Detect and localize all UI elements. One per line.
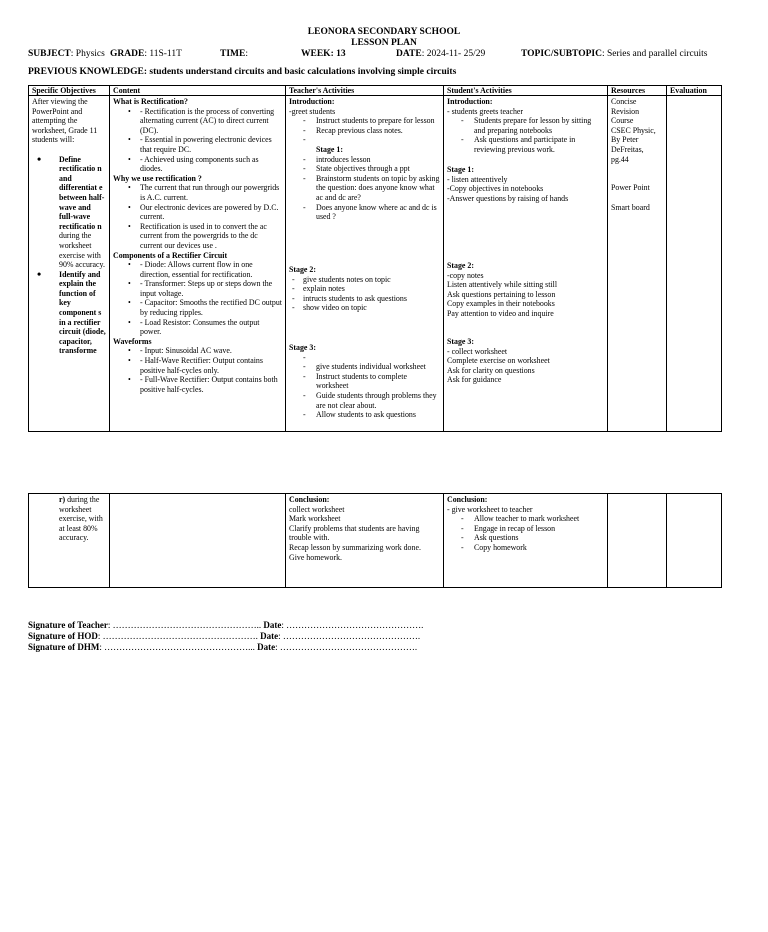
time-label: TIME xyxy=(220,49,246,59)
table-row xyxy=(29,494,722,588)
content-heading: Components of a Rectifier Circuit xyxy=(113,250,228,260)
list-item: - Instruct students to complete worksheet xyxy=(289,372,440,391)
list-item: - Allow teacher to mark worksheet xyxy=(447,514,604,524)
list-item: - explain notes xyxy=(289,284,440,294)
header-evaluation: Evaluation xyxy=(667,86,722,96)
objectives-cell-continued xyxy=(29,494,110,588)
list-item: - Recap previous class notes. xyxy=(289,126,440,136)
teacher-conclusion-label: Conclusion xyxy=(289,495,327,504)
student-stage2-line: Copy examples in their notebooks xyxy=(447,299,555,309)
resource-powerpoint: Power Point xyxy=(611,183,650,193)
list-item: • - Essential in powering electronic devices that require DC. xyxy=(113,135,282,154)
resource-line: Revision xyxy=(611,106,640,116)
header-teacher: Teacher's Activities xyxy=(286,86,444,96)
list-item: - Does anyone know where ac and dc is used ? xyxy=(289,203,440,222)
signature-hod xyxy=(28,631,420,641)
date-label: Date xyxy=(257,642,276,652)
list-item: • - Diode: Allows current flow in one direction, essential for rectification. xyxy=(113,260,282,279)
teacher-stage3-label: Stage 3 xyxy=(289,343,314,352)
list-item: - intructs students to ask questions xyxy=(289,294,440,304)
signature-line: : ……………………………………………. xyxy=(97,631,258,641)
topic-label: TOPIC/SUBTOPIC xyxy=(521,49,602,59)
content-heading: Waveforms xyxy=(113,336,152,346)
lesson-plan-table xyxy=(28,85,722,432)
list-item: - give students notes on topic xyxy=(289,275,440,285)
objective-2-rest: during the worksheet exercise, with at least 80% accuracy. xyxy=(59,495,103,543)
list-item: • The current that run through our powergrids is A.C. current. xyxy=(113,183,282,202)
previous-knowledge-value: : students understand circuits and basic calculations involving simple circuits xyxy=(143,67,457,77)
student-stage2-label: Stage 2 xyxy=(447,261,472,270)
teacher-conclusion-line: Clarify problems that students are having trouble with. xyxy=(289,523,420,543)
lesson-plan-table-continued xyxy=(28,493,722,588)
teacher-intro-label: Introduction xyxy=(289,97,332,106)
resource-line: DeFreitas, xyxy=(611,144,644,154)
list-item: • - Achieved using components such as diodes. xyxy=(113,155,282,174)
header-resources: Resources xyxy=(608,86,667,96)
evaluation-cell xyxy=(667,96,722,432)
list-item: - Ask questions xyxy=(447,533,604,543)
student-stage3-line: Ask for clarity on questions xyxy=(447,365,535,375)
list-item: - Copy homework xyxy=(447,543,604,553)
resource-line: By Peter xyxy=(611,135,639,145)
student-stage1-label: Stage 1 xyxy=(447,165,472,174)
teacher-activities-cell: Introduction: -greet students - Instruct students to prepare for lesson - Recap previous class notes. - Stage 1: - introduces lesson - State objectives through a ppt - Brainstorm students on topic by asking the question: does anyone know what ac and dc are? - Does anyone know where ac and dc is used ? Stage 2: - give students notes on topic - explain notes - intructs students to ask questions - show video on topic Stage 3: - - give students individual worksheet - Instruct students to complete worksheet - Guide students through problems they are not clear about. - Allow students to ask questions xyxy=(286,96,444,432)
resource-line: Concise xyxy=(611,97,637,106)
header-student: Student's Activities xyxy=(444,86,608,96)
student-stage2-line: Ask questions pertaining to lesson xyxy=(447,289,556,299)
teacher-conclusion-line: Mark worksheet xyxy=(289,514,341,524)
teacher-conclusion-line: collect worksheet xyxy=(289,504,345,514)
list-item: - give students individual worksheet xyxy=(289,362,440,372)
content-cell xyxy=(110,96,286,432)
table-header-row xyxy=(29,86,722,96)
objective-item xyxy=(32,270,106,356)
student-conclusion-first: - give worksheet to teacher xyxy=(447,504,533,514)
student-activities-cell: Introduction: - students greets teacher - Students prepare for lesson by sitting and preparing notebooks - Ask questions and participate in reviewing previous work. Stage 1: - listen atteentively -Copy objectives in notebooks -Answer questions by raising of hands Stage 2: -copy notes Listen attentively while sitting still Ask questions pertaining to lesson Copy examples in their notebooks Pay attention to video and inquire Stage 3: - collect worksheet Complete exercise on worksheet Ask for clarity on questions Ask for guidance xyxy=(444,96,608,432)
content-cell-continued xyxy=(110,494,286,588)
signature-label: Signature of DHM xyxy=(28,642,100,652)
student-stage1-line: -Copy objectives in notebooks xyxy=(447,184,544,194)
time-value: : xyxy=(245,49,248,59)
teacher-conclusion-cell: Conclusion: collect worksheet Mark worksheet Clarify problems that students are having trouble with. Recap lesson by summarizing work done. Give homework. xyxy=(286,494,444,588)
signature-teacher xyxy=(28,620,423,630)
signature-line: : …………………………………………... xyxy=(99,642,255,652)
student-stage2-line: Pay attention to video and inquire xyxy=(447,308,554,318)
student-intro-first: - students greets teacher xyxy=(447,106,524,116)
student-stage3-line: Complete exercise on worksheet xyxy=(447,356,550,366)
list-item: • Our electronic devices are powered by D.C. current. xyxy=(113,203,282,222)
grade-value: : 11S-11T xyxy=(144,49,182,59)
student-stage1-line: - listen atteentively xyxy=(447,174,508,184)
signature-label: Signature of Teacher xyxy=(28,620,108,630)
week-value: : 13 xyxy=(330,49,346,59)
content-heading: Why we use rectification ? xyxy=(113,173,202,183)
student-conclusion-cell: Conclusion: - give worksheet to teacher - Allow teacher to mark worksheet - Engage in recap of lesson - Ask questions - Copy homework xyxy=(444,494,608,588)
list-item: - Ask questions and participate in reviewing previous work. xyxy=(447,135,604,154)
objective-1-bold: Define rectificatio n and differentiat e between half-wave and full-wave rectificatio n xyxy=(59,154,105,231)
objectives-cell xyxy=(29,96,110,432)
list-item: - Instruct students to prepare for lesson xyxy=(289,116,440,126)
signature-line: : ………………………………………….. xyxy=(107,620,262,630)
list-item: • Rectification is used in to convert the ac current from the powergrids to the dc current our devices use . xyxy=(113,222,282,251)
header-content: Content xyxy=(110,86,286,96)
previous-knowledge-label: PREVIOUS KNOWLEDGE xyxy=(28,67,144,77)
list-item xyxy=(289,135,440,145)
date-label: Date xyxy=(260,631,279,641)
resources-cell-continued xyxy=(608,494,667,588)
resource-line: pg.44 xyxy=(611,154,629,164)
student-stage2-line: -copy notes xyxy=(447,270,484,280)
student-conclusion-label: Conclusion xyxy=(447,495,485,504)
list-item: • - Rectification is the process of converting alternating current (AC) to direct current (DC). xyxy=(113,107,282,136)
student-stage3-line: - collect worksheet xyxy=(447,346,508,356)
list-item: - Allow students to ask questions xyxy=(289,410,440,420)
doc-title: LESSON PLAN xyxy=(351,38,417,48)
objective-1-rest: during the worksheet exercise with 90% accuracy. xyxy=(59,231,105,270)
date-label: DATE xyxy=(396,49,422,59)
teacher-stage2-label: Stage 2 xyxy=(289,265,314,274)
student-stage2-line: Listen attentively while sitting still xyxy=(447,280,558,290)
list-item: • - Half-Wave Rectifier: Output contains positive half-cycles only. xyxy=(113,356,282,375)
list-item: - Engage in recap of lesson xyxy=(447,524,604,534)
objectives-intro: After viewing the PowerPoint and attempting the worksheet, Grade 11 students will: xyxy=(32,97,98,145)
resource-smartboard: Smart board xyxy=(611,202,650,212)
objective-item xyxy=(32,155,106,270)
previous-knowledge xyxy=(28,67,456,77)
week-label: WEEK xyxy=(301,49,331,59)
resource-line: CSEC Physic, xyxy=(611,125,656,135)
student-stage1-line: -Answer questions by raising of hands xyxy=(447,193,569,203)
date-value: : 2024-11- 25/29 xyxy=(421,49,486,59)
date-line: : ………………………………………. xyxy=(281,620,424,630)
signature-dhm xyxy=(28,642,417,652)
topic-value: : Series and parallel circuits xyxy=(601,49,708,59)
student-stage3-line: Ask for guidance xyxy=(447,375,502,385)
school-name: LEONORA SECONDARY SCHOOL xyxy=(307,27,461,37)
teacher-conclusion-line: Give homework. xyxy=(289,552,343,562)
teacher-stage1-label: Stage 1 xyxy=(316,144,341,154)
header-objectives: Specific Objectives xyxy=(29,86,110,96)
list-item: • - Transformer: Steps up or steps down the input voltage. xyxy=(113,279,282,298)
teacher-conclusion-line: Recap lesson by summarizing work done. xyxy=(289,542,421,552)
evaluation-cell-continued xyxy=(667,494,722,588)
list-item: • - Load Resistor: Consumes the output power. xyxy=(113,318,282,337)
date-line: : ………………………………………. xyxy=(275,642,418,652)
teacher-intro-first: -greet students xyxy=(289,106,336,116)
list-item: • - Full-Wave Rectifier: Output contains both positive half-cycles. xyxy=(113,375,282,394)
student-intro-label: Introduction xyxy=(447,97,490,106)
table-row xyxy=(29,96,722,432)
student-stage3-label: Stage 3 xyxy=(447,337,472,346)
grade-label: GRADE xyxy=(110,49,145,59)
list-item: - introduces lesson xyxy=(289,155,440,165)
list-item: - Students prepare for lesson by sitting and preparing notebooks xyxy=(447,116,604,135)
signature-label: Signature of HOD xyxy=(28,631,98,641)
list-item: - Guide students through problems they are not clear about. xyxy=(289,391,440,410)
list-item: - Brainstorm students on topic by asking the question: does anyone know what ac and dc are? xyxy=(289,174,440,203)
list-item: - State objectives through a ppt xyxy=(289,164,440,174)
list-item: - show video on topic xyxy=(289,303,440,313)
subject-label: SUBJECT xyxy=(28,49,71,59)
resources-cell xyxy=(608,96,667,432)
list-item: • - Capacitor: Smooths the rectified DC output by reducing ripples. xyxy=(113,298,282,317)
content-heading: What is Rectification? xyxy=(113,97,188,106)
date-label: Date xyxy=(263,620,282,630)
objective-2-bold-end: r) xyxy=(59,495,66,504)
objective-2-bold: Identify and explain the function of key component s in a rectifier circuit (diode, capacitor, transforme xyxy=(59,269,106,356)
list-item: • - Input: Sinusoidal AC wave. xyxy=(113,346,282,356)
resource-line: Course xyxy=(611,116,634,126)
date-line: : ………………………………………. xyxy=(278,631,421,641)
subject-value: : Physics xyxy=(70,49,105,59)
